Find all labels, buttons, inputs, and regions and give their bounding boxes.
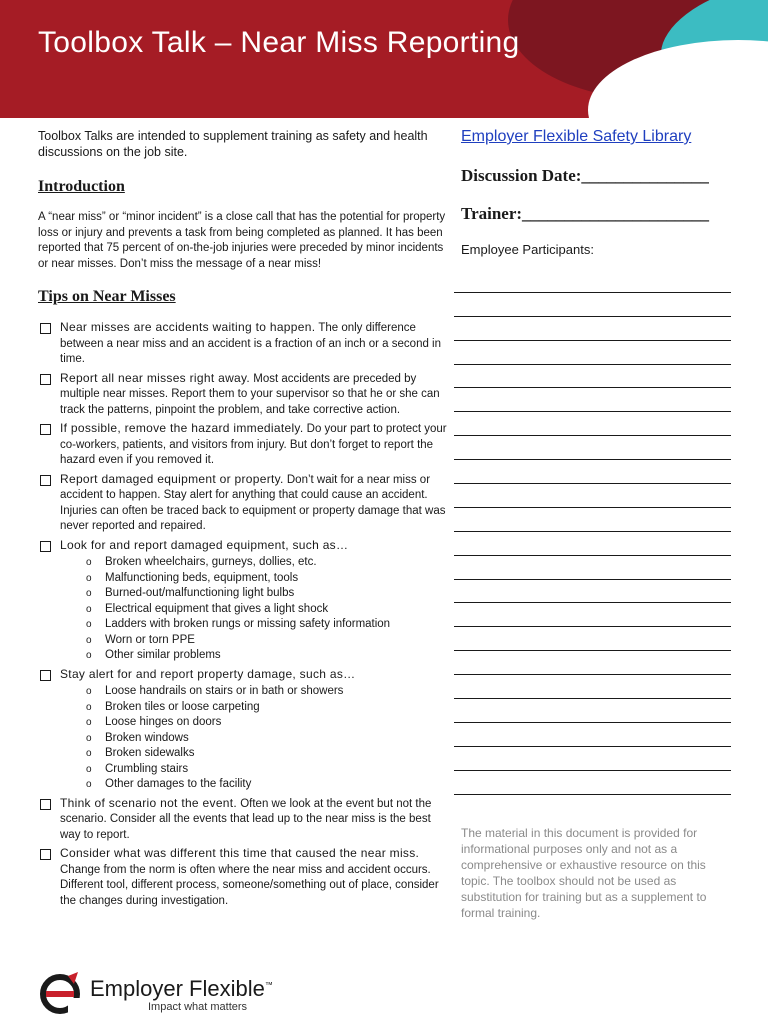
participant-signature-line[interactable] xyxy=(454,771,731,795)
brand-tagline: Impact what matters xyxy=(148,1001,248,1013)
sub-list-item xyxy=(86,555,448,571)
checkbox-icon[interactable] xyxy=(40,424,51,435)
sub-list-item xyxy=(86,648,448,664)
participant-signature-line[interactable] xyxy=(454,675,731,699)
participant-signature-line[interactable] xyxy=(454,603,731,627)
bullet-circle-icon: o xyxy=(86,686,92,697)
sub-list-item xyxy=(86,715,448,731)
main-column xyxy=(38,128,448,912)
trademark-mark: ™ xyxy=(264,980,273,990)
bullet-circle-icon: o xyxy=(86,557,92,568)
sub-item-text: Worn or torn PPE xyxy=(105,633,195,646)
tip-item xyxy=(38,320,448,368)
participants-label: Employee Participants: xyxy=(461,242,594,257)
sidebar-column xyxy=(461,128,731,921)
sub-list-item xyxy=(86,633,448,649)
participant-signature-line[interactable] xyxy=(454,293,731,317)
sub-list-item xyxy=(86,731,448,747)
checkbox-icon[interactable] xyxy=(40,475,51,486)
tip-lead: Report all near misses right away. xyxy=(60,370,251,385)
sub-item-text: Other damages to the facility xyxy=(105,778,252,790)
employer-flexible-e-logo-icon xyxy=(38,970,82,1014)
participant-signature-line[interactable] xyxy=(454,651,731,675)
bullet-circle-icon: o xyxy=(86,779,92,790)
sub-item-text: Crumbling stairs xyxy=(105,762,189,775)
bullet-circle-icon: o xyxy=(86,732,92,744)
participant-signature-line[interactable] xyxy=(454,317,731,341)
sub-list-item xyxy=(86,617,448,633)
safety-library-link[interactable]: Employer Flexible Safety Library xyxy=(461,128,692,145)
checkbox-icon[interactable] xyxy=(40,799,51,810)
tips-heading: Tips on Near Misses xyxy=(38,288,176,305)
sub-list-item xyxy=(86,602,448,618)
brand-name: Employer Flexible™ xyxy=(90,976,273,1001)
sub-list-item xyxy=(86,746,448,762)
sub-item-text: Other similar problems xyxy=(105,649,221,661)
checkbox-icon[interactable] xyxy=(40,849,51,860)
sub-item-text: Broken wheelchairs, gurneys, dollies, etc. xyxy=(105,556,317,568)
tip-item xyxy=(38,796,448,844)
sub-item-text: Loose handrails on stairs or in bath or showers xyxy=(105,685,344,697)
introduction-heading: Introduction xyxy=(38,178,125,195)
participant-signature-line[interactable] xyxy=(454,460,731,484)
participant-signature-line[interactable] xyxy=(454,365,731,389)
participant-signature-line[interactable] xyxy=(454,388,731,412)
sub-item-text: Ladders with broken rungs or missing safety information xyxy=(105,618,391,630)
participant-signature-line[interactable] xyxy=(454,484,731,508)
participant-signature-line[interactable] xyxy=(454,269,731,293)
tip-body: Do your part to protect your co-workers, patients, and visitors from injury. But don’t forget to report the hazard even if you removed it. xyxy=(60,423,447,466)
tip-lead: Think of scenario not the event. xyxy=(60,795,238,810)
sub-item-text: Broken windows xyxy=(105,731,189,744)
header-banner xyxy=(0,0,768,118)
tip-item xyxy=(38,846,448,909)
tip-lead: If possible, remove the hazard immediately. xyxy=(60,421,304,435)
bullet-circle-icon: o xyxy=(86,717,92,728)
tip-sublist xyxy=(86,684,448,793)
tip-lead: Stay alert for and report property damage, such as… xyxy=(60,666,356,681)
participant-signature-line[interactable] xyxy=(454,508,731,532)
participant-signature-line[interactable] xyxy=(454,436,731,460)
tip-item xyxy=(38,371,448,419)
tip-body: Often we look at the event but not the scenario. Consider all the events that lead up to the near miss is the best way to report. xyxy=(60,797,432,841)
page-title: Toolbox Talk – Near Miss Reporting xyxy=(38,26,520,59)
checkbox-icon[interactable] xyxy=(40,541,51,552)
tip-body: Most accidents are preceded by multiple near misses. Report them to your supervisor so that he or she can track the patterns, pinpoint the problem, and take corrective action. xyxy=(60,372,440,416)
tip-lead: Look for and report damaged equipment, such as… xyxy=(60,537,349,552)
sub-list-item xyxy=(86,571,448,587)
bullet-circle-icon: o xyxy=(86,748,92,759)
sub-item-text: Broken tiles or loose carpeting xyxy=(105,700,260,713)
sub-list-item xyxy=(86,586,448,602)
bullet-circle-icon: o xyxy=(86,650,92,661)
tip-body: Change from the norm is often where the near miss and accident occurs. Different tool, different process, someone/something out of place, consider the changes during investigation. xyxy=(60,863,439,907)
participant-signature-line[interactable] xyxy=(454,341,731,365)
bullet-circle-icon: o xyxy=(86,634,92,646)
sub-list-item xyxy=(86,684,448,700)
disclaimer-text: The material in this document is provided for informational purposes only and not as a comprehensive or exhaustive resource on this topic. The toolbox should not be used as substitution for training but as a supplement to formal training. xyxy=(461,825,707,920)
checkbox-icon[interactable] xyxy=(40,374,51,385)
sub-list-item xyxy=(86,762,448,778)
sub-list-item xyxy=(86,777,448,793)
sub-item-text: Malfunctioning beds, equipment, tools xyxy=(105,571,299,584)
participant-signature-line[interactable] xyxy=(454,747,731,771)
bullet-circle-icon: o xyxy=(86,588,92,599)
participant-signature-line[interactable] xyxy=(454,699,731,723)
bullet-circle-icon: o xyxy=(86,603,92,615)
participant-signature-line[interactable] xyxy=(454,412,731,436)
participant-signature-line[interactable] xyxy=(454,627,731,651)
sub-item-text: Electrical equipment that gives a light shock xyxy=(105,602,329,615)
sub-item-text: Broken sidewalks xyxy=(105,747,195,759)
tip-item xyxy=(38,421,448,469)
tip-item xyxy=(38,538,448,664)
tip-lead: Consider what was different this time that caused the near miss. xyxy=(60,846,420,860)
tip-item xyxy=(38,472,448,535)
tips-list xyxy=(38,320,448,909)
tip-item xyxy=(38,667,448,793)
trainer-field[interactable]: Trainer:______________________ xyxy=(461,204,710,223)
tip-sublist xyxy=(86,555,448,664)
sub-item-text: Loose hinges on doors xyxy=(105,716,222,728)
introduction-body: A “near miss” or “minor incident” is a close call that has the potential for property loss or injury and prevents a task from being completed as planned. It has been reported that 75 percent of on-the-job injuries were preceded by minor incidents or near misses. Don’t miss the message of a near miss! xyxy=(38,211,446,270)
bullet-circle-icon: o xyxy=(86,763,92,775)
participant-signature-line[interactable] xyxy=(454,556,731,580)
bullet-circle-icon: o xyxy=(86,572,92,584)
participant-signature-line[interactable] xyxy=(454,580,731,604)
sub-item-text: Burned-out/malfunctioning light bulbs xyxy=(105,587,295,599)
checkbox-icon[interactable] xyxy=(40,670,51,681)
checkbox-icon[interactable] xyxy=(40,323,51,334)
sub-list-item xyxy=(86,700,448,716)
participant-signature-line[interactable] xyxy=(454,532,731,556)
bullet-circle-icon: o xyxy=(86,619,92,630)
intro-text: Toolbox Talks are intended to supplement training as safety and health discussions on the job site. xyxy=(38,129,428,159)
bullet-circle-icon: o xyxy=(86,701,92,713)
participant-lines xyxy=(454,269,731,795)
tip-lead: Report damaged equipment or property. xyxy=(60,471,284,486)
tip-lead: Near misses are accidents waiting to happen. xyxy=(60,320,316,334)
tip-body: The only difference between a near miss and an accident is a fraction of an inch or a second in time. xyxy=(60,322,442,365)
participant-signature-line[interactable] xyxy=(454,723,731,747)
employer-flexible-logo xyxy=(38,970,298,1020)
discussion-date-field[interactable]: Discussion Date:_______________ xyxy=(461,166,709,185)
tip-body: Don’t wait for a near miss or accident to happen. Stay alert for anything that could cause an accident. Injuries can often be traced back to equipment or property damage that was never reported and repaired. xyxy=(60,473,446,532)
